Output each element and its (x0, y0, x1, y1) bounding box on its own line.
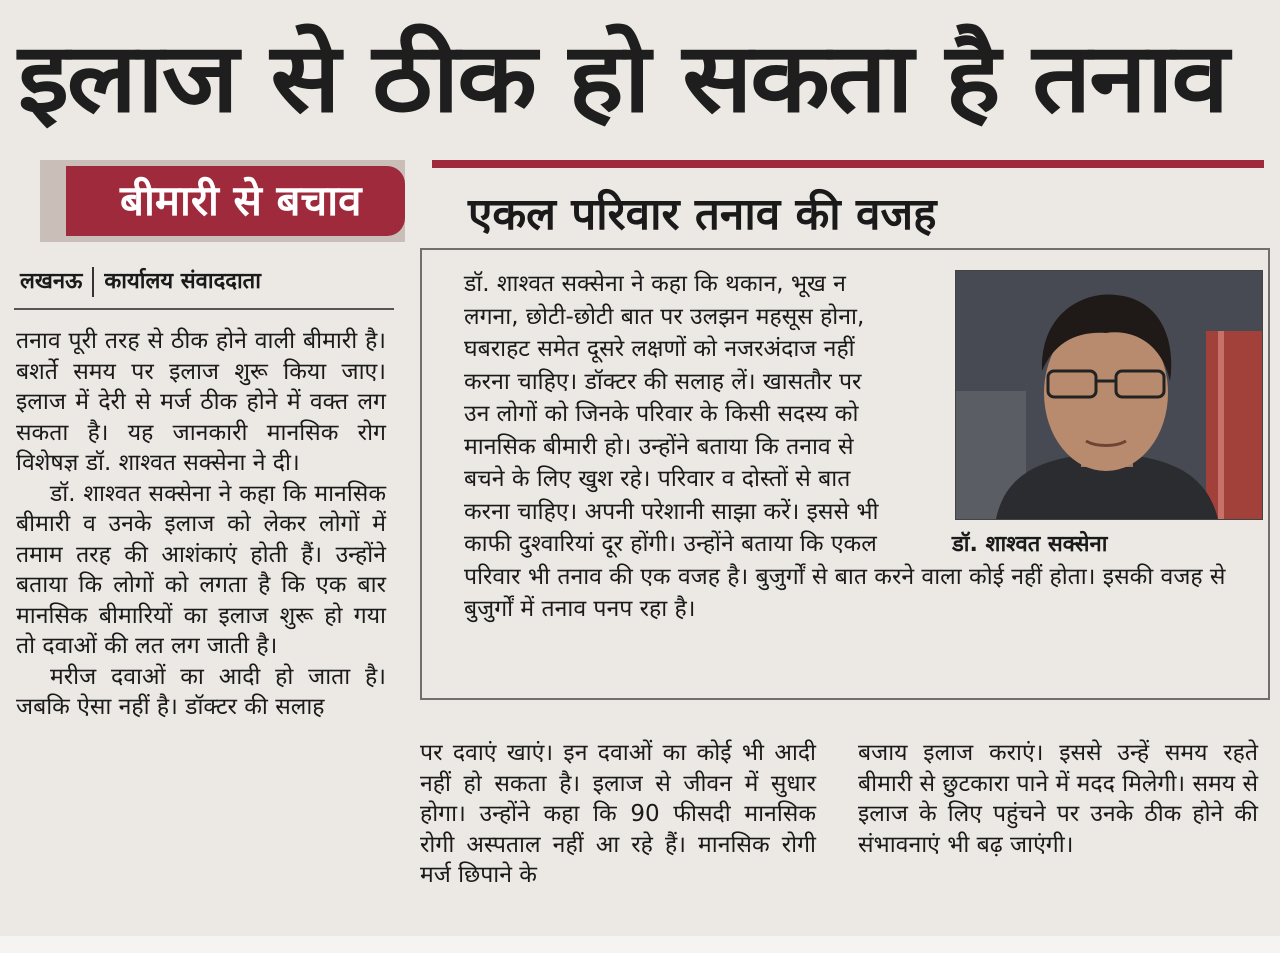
sidebar-box-text: डॉ. शाश्वत सक्सेना ने कहा कि थकान, भूख न लगना, छोटी-छोटी बात पर उलझन महसूस होना, घबराहट समेत दूसरे लक्षणों को नजरअंदाज नहीं करना चाहिए। डॉक्टर की सलाह लें। खासतौर पर उन लोगों को जिनके परिवार के किसी सदस्य को मानसिक बीमारी हो। उन्होंने बताया कि तनाव से बचने के लिए खुश रहे। परिवार व दोस्तों से बात करना चाहिए। अपनी परेशानी साझा करें। इससे भी काफी दुश्वारियां दूर होंगी। उन्होंने बताया कि एकल परिवार भी तनाव की एक वजह है। बुजुर्गों से बात करने वाला कोई नहीं होता। इसकी वजह से बुजुर्गों में तनाव पनप रहा है। (464, 271, 1226, 622)
column2-text: पर दवाएं खाएं। इन दवाओं का कोई भी आदी नहीं हो सकता है। इलाज से जीवन में सुधार होगा। उन्होंने कहा कि 90 फीसदी मानसिक रोगी अस्पताल नहीं आ रहे हैं। मानसिक रोगी मर्ज छिपाने के (420, 740, 816, 888)
dateline-separator (92, 267, 94, 297)
dateline-place: लखनऊ (20, 269, 83, 294)
article-column-2 (420, 738, 816, 891)
column1-paragraph-3: मरीज दवाओं का आदी हो जाता है। जबकि ऐसा नहीं है। डॉक्टर की सलाह (16, 663, 386, 720)
subhead-rule (432, 160, 1264, 168)
article-column-1 (16, 326, 386, 723)
doctor-photo (955, 270, 1263, 520)
section-banner (40, 160, 405, 242)
column1-paragraph-1: तनाव पूरी तरह से ठीक होने वाली बीमारी है। बशर्ते समय पर इलाज शुरू किया जाए। इलाज में देरी से मर्ज ठीक होने में वक्त लग सकता है। यह जानकारी मानसिक रोग विशेषज्ञ डॉ. शाश्वत सक्सेना ने दी। (16, 328, 386, 476)
headline: इलाज से ठीक हो सकता है तनाव (18, 22, 1227, 134)
subheadline: एकल परिवार तनाव की वजह (468, 189, 937, 240)
banner-text: बीमारी से बचाव (120, 176, 362, 225)
column1-paragraph-2: डॉ. शाश्वत सक्सेना ने कहा कि मानसिक बीमारी व उनके इलाज को लेकर लोगों में तमाम तरह की आशंकाएं होती हैं। उन्होंने बताया कि लोगों को लगता है कि एक बार मानसिक बीमारियों का इलाज शुरू हो गया तो दवाओं की लत लग जाती है। (16, 480, 386, 659)
page-bottom-edge (0, 936, 1280, 953)
doctor-portrait-icon (956, 271, 1262, 519)
dateline-byline: कार्यालय संवाददाता (104, 269, 261, 294)
column3-text: बजाय इलाज कराएं। इससे उन्हें समय रहते बीमारी से छुटकारा पाने में मदद मिलेगी। समय से इलाज के लिए पहुंचने पर उनके ठीक होने की संभावनाएं भी बढ़ जाएंगी। (858, 740, 1258, 858)
dateline-rule (14, 308, 394, 310)
photo-caption: डॉ. शाश्वत सक्सेना (952, 532, 1108, 557)
article-column-3 (858, 738, 1258, 860)
dateline (20, 262, 261, 302)
